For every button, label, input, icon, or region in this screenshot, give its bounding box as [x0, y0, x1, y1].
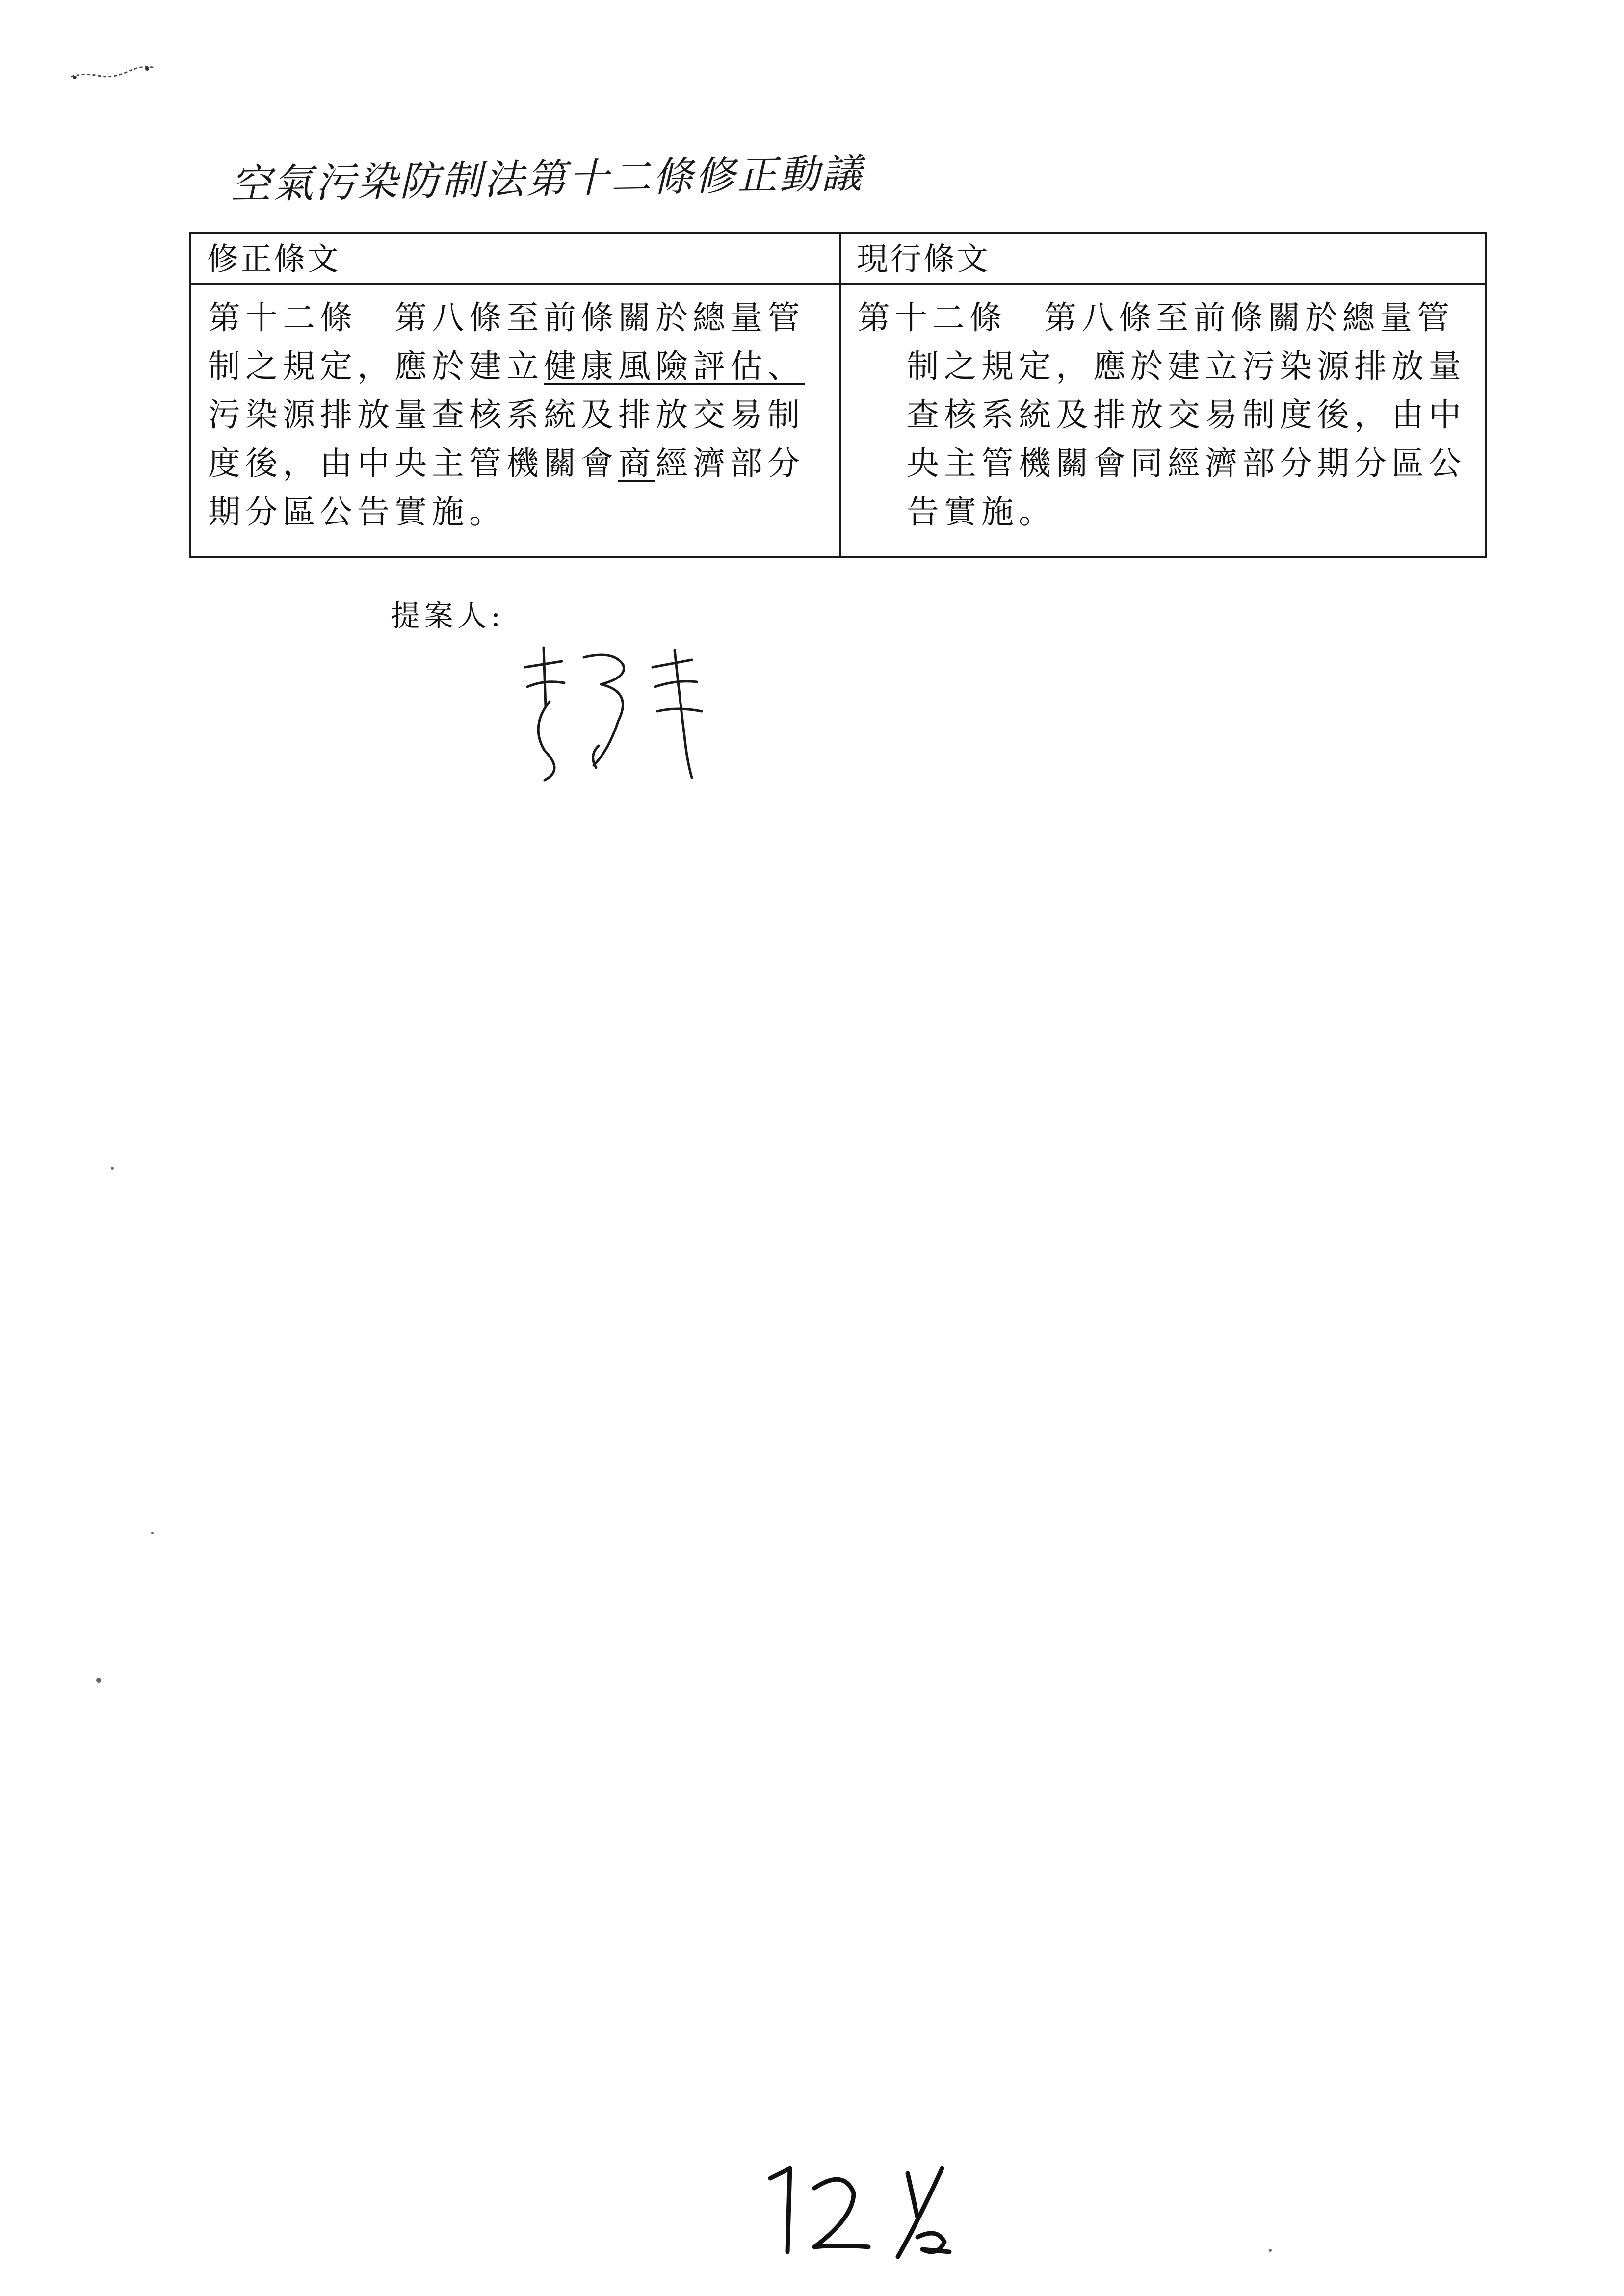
handwritten-signature: [515, 638, 721, 785]
inserted-text-health-risk: 健康風險評估、: [544, 347, 805, 385]
revised-article-number: 第十二條: [208, 299, 357, 337]
inserted-text-consult: 商: [618, 444, 655, 482]
revised-text-middle: 污染源排放量查核系統及排放交易制度後，由中央主管機關會: [208, 396, 805, 482]
header-current: 現行條文: [840, 233, 1486, 284]
current-article-block: [858, 293, 1468, 536]
revised-text-before: 第八條至前條關於總量管制之規定，應於建立: [208, 299, 805, 385]
current-article-number: 第十二條: [858, 299, 1007, 337]
proposer-label: 提案人:: [391, 599, 505, 633]
scan-dot: [111, 1167, 114, 1170]
table-header-row: [190, 233, 1486, 284]
comparison-table: [189, 232, 1487, 558]
handwritten-page-number: [756, 2149, 962, 2267]
revised-text-after: 經濟部分期分區公告實施。: [208, 444, 805, 531]
current-article-text: 第八條至前條關於總量管制之規定，應於建立污染源排放量查核系統及排放交易制度後，由中央主管機關會同經濟部分期分區公告實施。: [907, 299, 1466, 531]
motion-title: 空氣污染防制法第十二條修正動議: [230, 150, 864, 209]
scan-dot: [96, 1678, 101, 1683]
scan-dot: [151, 1532, 154, 1534]
current-article-cell: [840, 284, 1486, 557]
revised-article-cell: [190, 284, 840, 557]
scan-artifact: [69, 63, 157, 82]
header-revised: 修正條文: [190, 233, 840, 284]
scan-dot: [1269, 2249, 1272, 2252]
table-row: [190, 284, 1486, 557]
